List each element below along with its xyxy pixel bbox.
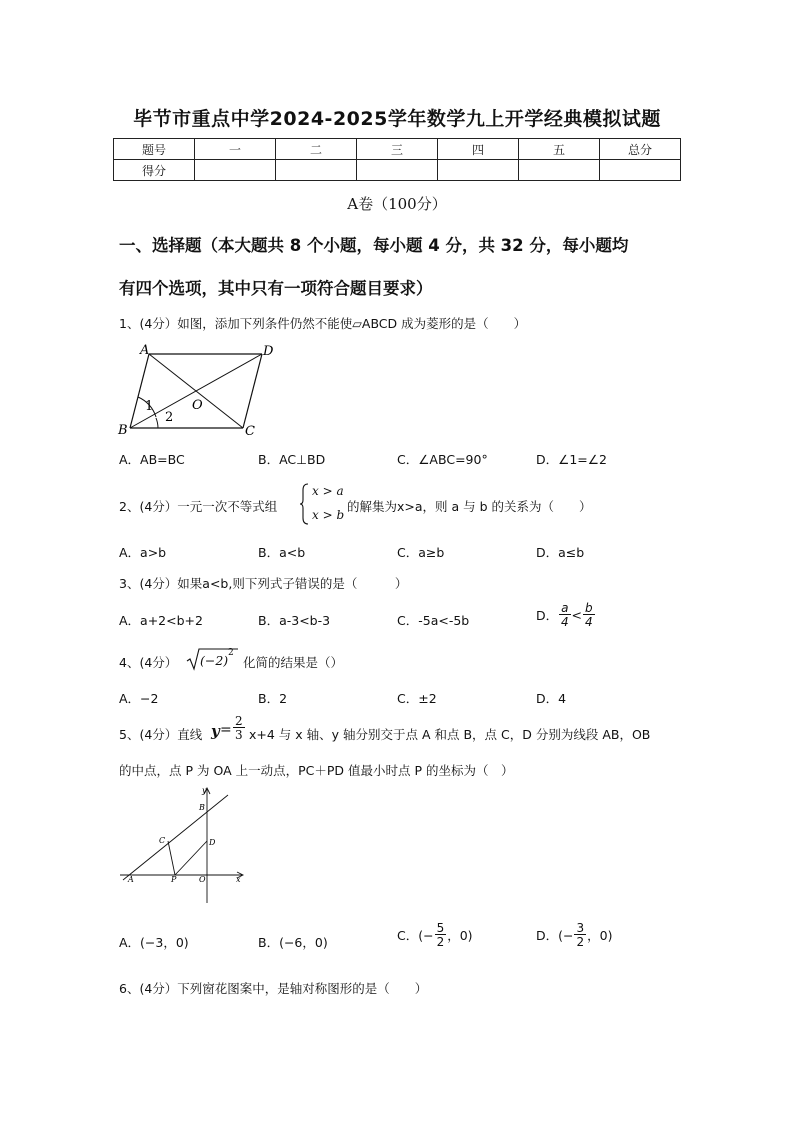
score-header-cell: 总分 (600, 139, 681, 160)
question-5-rest: x+4 与 x 轴、y 轴分别交于点 A 和点 B，点 C，D 分别为线段 AB，OB (249, 727, 651, 742)
score-table-header-row (114, 139, 681, 160)
section-subtitle: A卷（100分） (347, 195, 447, 213)
question-1-option-c[interactable]: C．∠ABC=90° (397, 452, 488, 467)
left-brace-icon (300, 482, 310, 526)
score-table-score-row (114, 160, 681, 181)
score-header-cell: 一 (195, 139, 276, 160)
question-4-option-c[interactable]: C．±2 (397, 691, 437, 706)
label-x: x (236, 875, 241, 884)
label-B: B (199, 803, 205, 812)
score-table (113, 138, 681, 181)
score-header-cell: 三 (357, 139, 438, 160)
question-3-option-a[interactable]: A．a+2<b+2 (119, 613, 203, 628)
score-header-cell: 四 (438, 139, 519, 160)
section-heading-line1: 一、选择题（本大题共 8 个小题，每小题 4 分，共 32 分，每小题均 (119, 236, 629, 255)
diagonal-BD (130, 354, 262, 428)
question-5-option-c[interactable]: C．(− $\frac{5}{2}$ ，0) (397, 921, 473, 949)
question-3-stem: 3、(4分）如果a<b,则下列式子错误的是（ ） (119, 576, 408, 591)
question-1-option-b[interactable]: B．AC⊥BD (258, 452, 326, 467)
segment-CP (168, 841, 175, 875)
exponent: 2 (228, 648, 234, 658)
label-C: C (159, 836, 166, 845)
fraction-a-over-4: $\frac{a}{4}$ (561, 601, 569, 629)
question-4-option-b[interactable]: B．2 (258, 691, 288, 706)
score-header-cell: 二 (276, 139, 357, 160)
section-heading-line2: 有四个选项，其中只有一项符合题目要求） (119, 279, 433, 298)
question-5-option-a[interactable]: A．(−3，0) (119, 935, 189, 950)
question-2-option-d[interactable]: D．a≤b (536, 545, 585, 560)
option-d-label: D． (536, 608, 559, 623)
label-angle-2: 2 (165, 410, 174, 425)
score-cell[interactable] (519, 160, 600, 181)
equals-sign: = (220, 722, 232, 738)
question-2-suffix: 的解集为x>a，则 a 与 b 的关系为（ ） (347, 499, 592, 514)
side-BA (130, 354, 149, 428)
question-5-option-d[interactable]: D．(− $\frac{3}{2}$ ，0) (536, 921, 613, 949)
label-D: D (263, 344, 274, 359)
label-A: A (140, 343, 150, 358)
label-D: D (209, 838, 216, 847)
score-cell[interactable] (276, 160, 357, 181)
label-angle-1: 1 (145, 399, 154, 414)
question-1-stem: 1、(4分）如图，添加下列条件仍然不能使▱ABCD 成为菱形的是（ ） (119, 316, 527, 331)
question-5-option-b[interactable]: B．(−6，0) (258, 935, 328, 950)
page-title: 毕节市重点中学2024-2025学年数学九上开学经典模拟试题 (133, 108, 661, 130)
var-y: y (211, 722, 220, 740)
segment-PD (175, 841, 207, 875)
score-cell[interactable] (438, 160, 519, 181)
question-2-option-a[interactable]: A．a>b (119, 545, 167, 560)
radicand: (−2) (200, 653, 229, 668)
less-than-sign: < (571, 607, 582, 623)
question-3-option-c[interactable]: C．-5a<-5b (397, 613, 470, 628)
question-1-option-a[interactable]: A．AB=BC (119, 452, 185, 467)
angle-2-arc (156, 418, 158, 428)
question-2-option-c[interactable]: C．a≥b (397, 545, 445, 560)
question-2-option-b[interactable]: B．a<b (258, 545, 306, 560)
inequality-2: x > b (312, 508, 345, 522)
question-3-option-d[interactable] (536, 602, 596, 628)
question-5-prefix: 5、(4分）直线 (119, 727, 203, 742)
label-C: C (245, 424, 255, 439)
question-4-option-a[interactable]: A．−2 (119, 691, 159, 706)
question-4-prefix: 4、(4分） (119, 655, 178, 670)
question-4-option-d[interactable]: D．4 (536, 691, 567, 706)
score-header-cell: 题号 (114, 139, 195, 160)
coordinate-figure (116, 785, 248, 907)
fraction-2-over-3: $\frac{2}{3}$ (235, 714, 243, 742)
label-O: O (192, 398, 203, 413)
label-y: y (202, 786, 207, 795)
label-B: B (118, 423, 128, 438)
question-1-option-d[interactable]: D．∠1=∠2 (536, 452, 607, 467)
question-5-line2: 的中点，点 P 为 OA 上一动点，PC＋PD 值最小时点 P 的坐标为（ ） (119, 763, 514, 778)
label-A: A (128, 875, 134, 884)
label-P: P (171, 875, 177, 884)
side-DC (243, 354, 262, 428)
fraction-b-over-4: $\frac{b}{4}$ (584, 601, 593, 629)
inequality-1: x > a (312, 484, 344, 498)
score-header-cell: 五 (519, 139, 600, 160)
score-cell[interactable] (600, 160, 681, 181)
question-2-prefix: 2、(4分）一元一次不等式组 (119, 499, 278, 514)
question-6-stem: 6、(4分）下列窗花图案中，是轴对称图形的是（ ） (119, 981, 428, 996)
score-cell[interactable] (195, 160, 276, 181)
question-3-option-b[interactable]: B．a-3<b-3 (258, 613, 331, 628)
parallelogram-figure (112, 340, 282, 440)
label-O: O (199, 875, 206, 884)
score-cell[interactable] (357, 160, 438, 181)
score-row-label: 得分 (114, 160, 195, 181)
question-4-suffix: 化简的结果是（） (243, 655, 344, 670)
